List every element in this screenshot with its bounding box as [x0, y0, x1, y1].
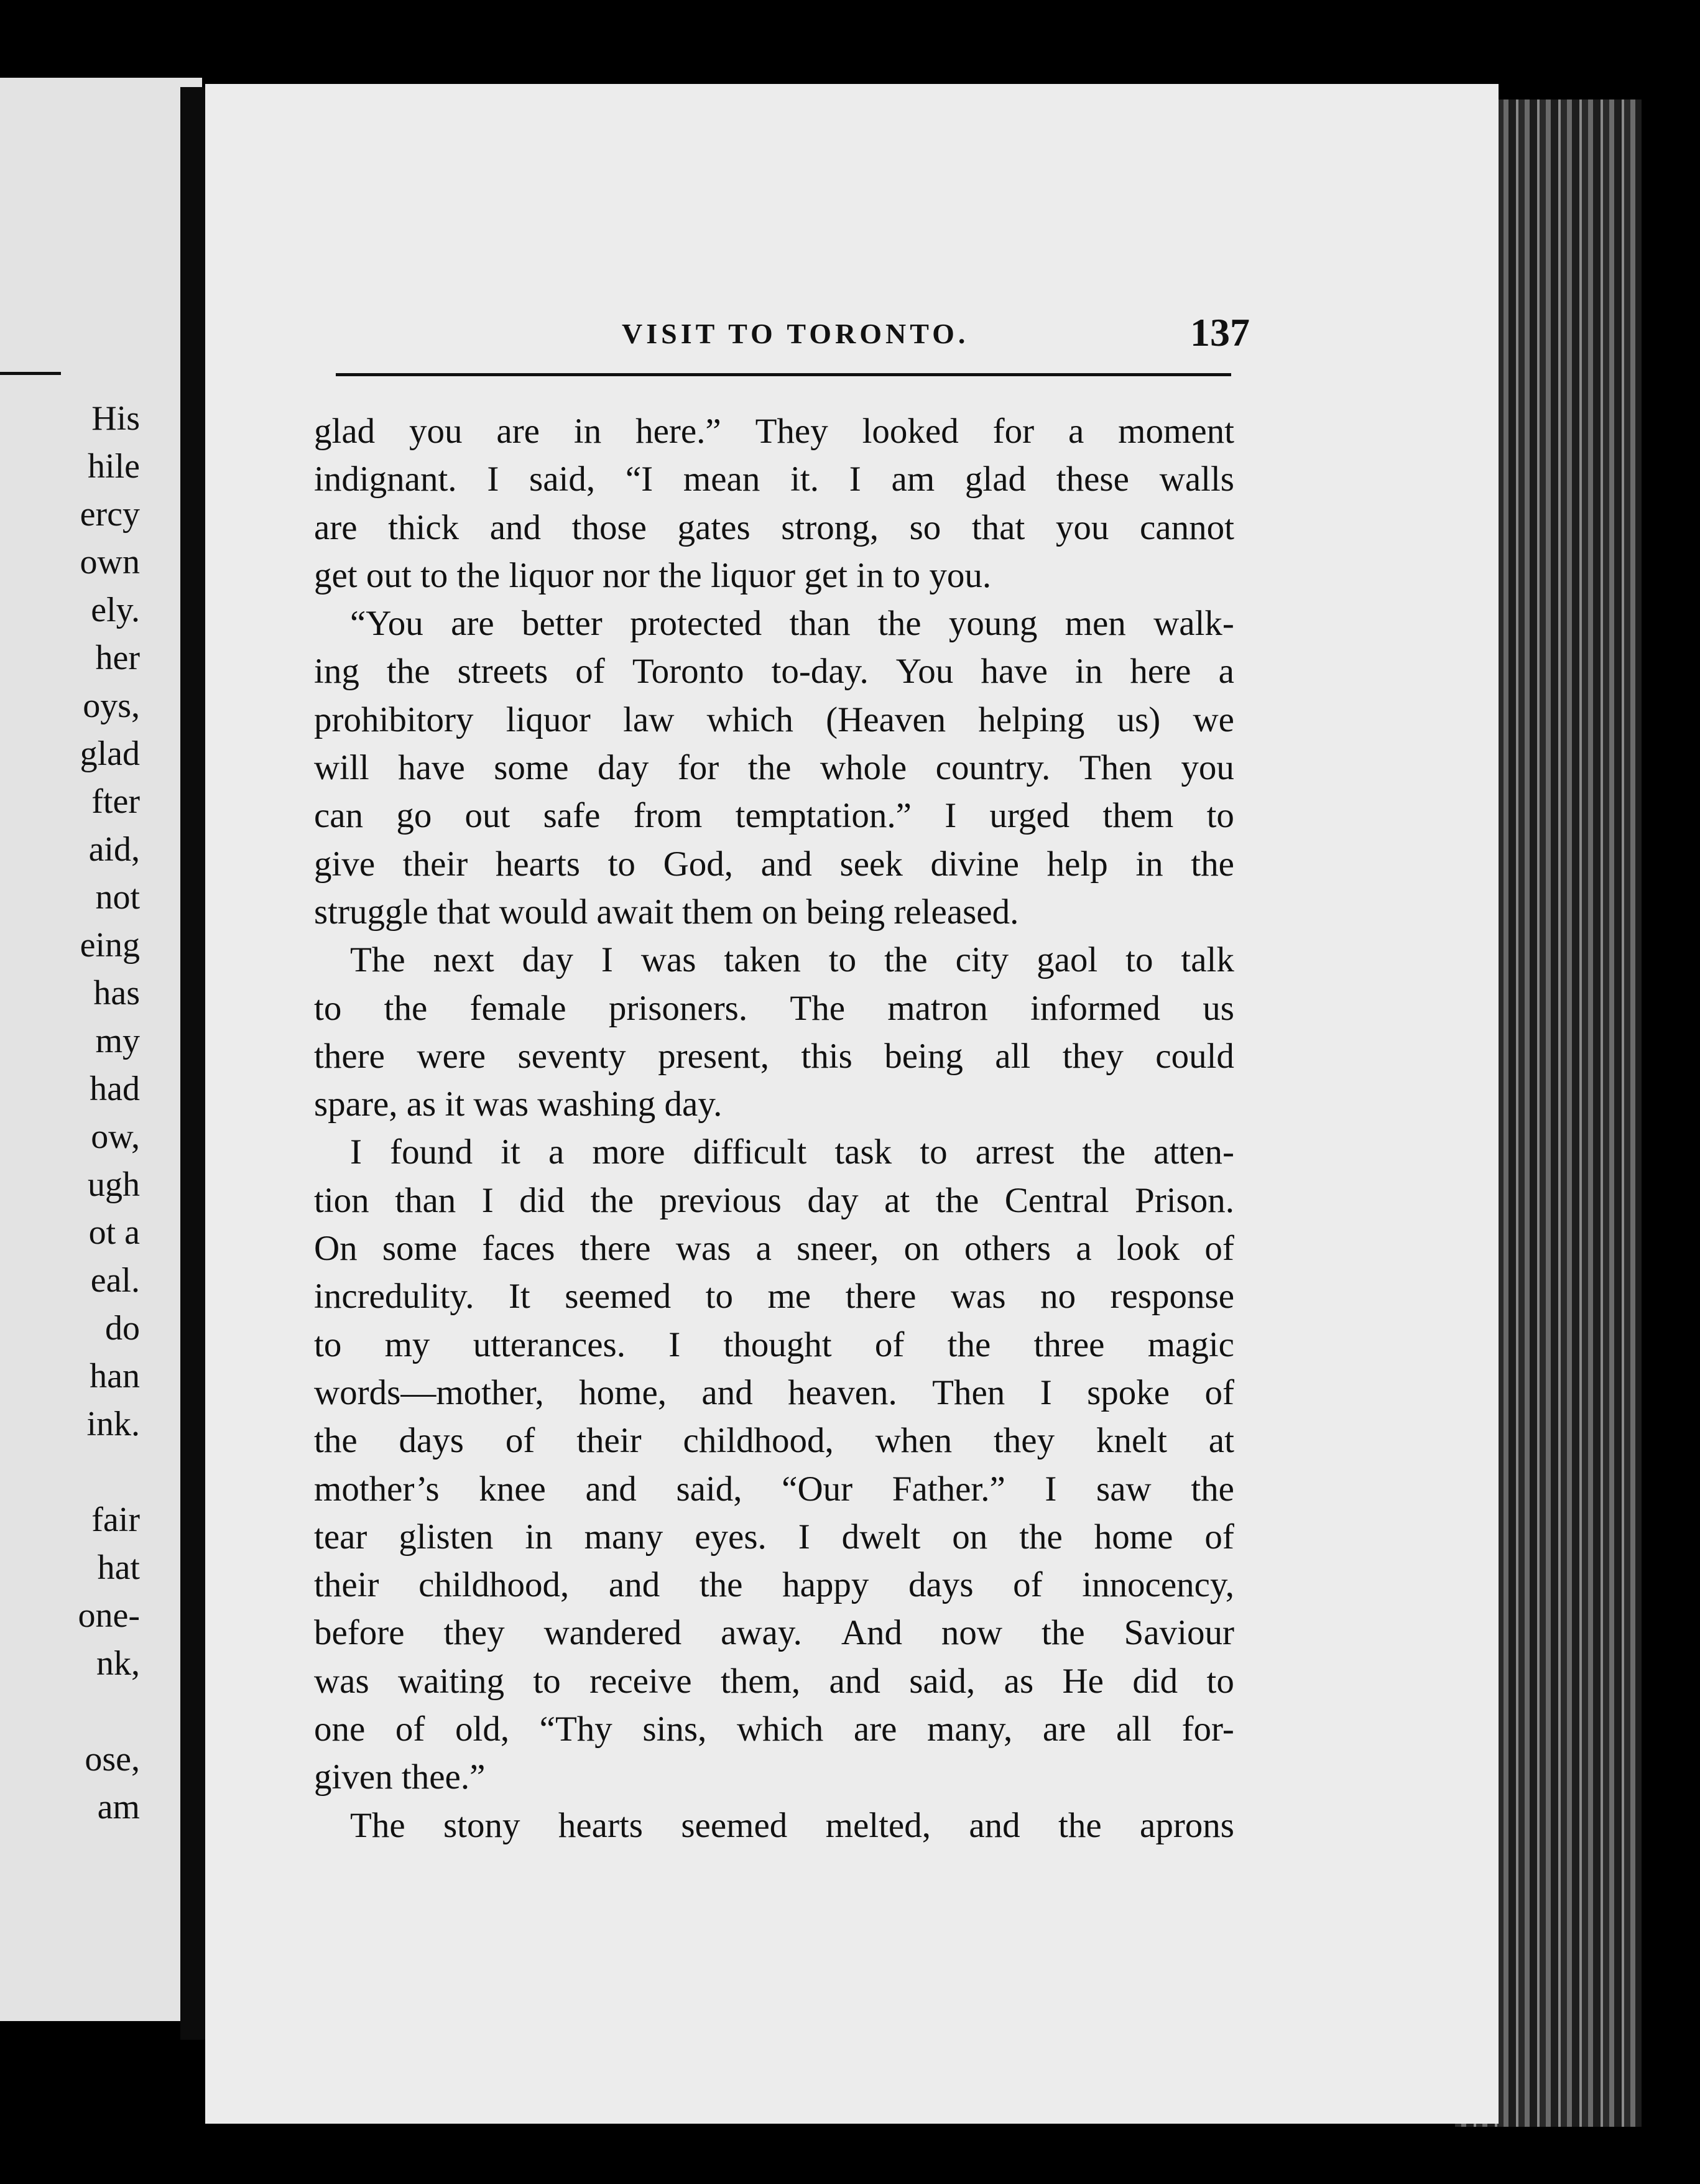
- left-page-line: oys,: [83, 687, 140, 725]
- text-line: one of old, “Thy sins, which are many, are all for-: [314, 1710, 1234, 1749]
- left-page-line: nk,: [96, 1644, 140, 1683]
- text-line: get out to the liquor nor the liquor get in to you.: [314, 555, 992, 595]
- left-page-line: ose,: [85, 1740, 140, 1779]
- left-page-line: aid,: [88, 830, 140, 869]
- left-page-line: one-: [78, 1596, 140, 1635]
- text-line: tion than I did the previous day at the Central Prison.: [314, 1180, 1234, 1220]
- text-line: words—mother, home, and heaven. Then I spoke of: [314, 1372, 1234, 1412]
- text-line: On some faces there was a sneer, on others a look of: [314, 1229, 1234, 1269]
- text-line: was waiting to receive them, and said, as He did to: [314, 1661, 1234, 1701]
- text-line: I found it a more difficult task to arrest the atten-: [350, 1132, 1234, 1172]
- left-page-line: His: [91, 399, 140, 438]
- text-line: before they wandered away. And now the Saviour: [314, 1613, 1234, 1653]
- text-line: prohibitory liquor law which (Heaven helping us) we: [314, 700, 1234, 739]
- left-page-line: ow,: [91, 1117, 140, 1156]
- left-page-line: own: [80, 543, 140, 581]
- running-head: [336, 310, 1250, 367]
- text-line: to my utterances. I thought of the three magic: [314, 1325, 1234, 1364]
- text-line: can go out safe from temptation.” I urged them to: [314, 796, 1234, 836]
- left-page-line: my: [95, 1022, 140, 1060]
- left-page-line: han: [90, 1357, 140, 1395]
- left-page-line: not: [95, 878, 140, 917]
- text-line: The stony hearts seemed melted, and the aprons: [350, 1805, 1234, 1845]
- left-page-line: ercy: [80, 495, 140, 534]
- text-line: indignant. I said, “I mean it. I am glad these walls: [314, 460, 1234, 499]
- left-page-line: am: [97, 1788, 140, 1826]
- text-line: glad you are in here.” They looked for a moment: [314, 412, 1234, 451]
- left-page: [0, 78, 202, 2021]
- text-line: will have some day for the whole country. Then you: [314, 748, 1234, 788]
- text-line: there were seventy present, this being all they could: [314, 1036, 1234, 1076]
- text-line: mother’s knee and said, “Our Father.” I saw the: [314, 1469, 1234, 1509]
- left-page-line: fair: [91, 1501, 140, 1539]
- left-page-line: ugh: [88, 1165, 140, 1204]
- left-page-line: eal.: [90, 1261, 140, 1300]
- left-page-line: her: [95, 639, 140, 677]
- text-line: spare, as it was washing day.: [314, 1085, 723, 1124]
- left-page-line: has: [93, 974, 140, 1012]
- left-page-line: hile: [88, 447, 140, 486]
- left-page-line: ely.: [91, 591, 140, 629]
- text-line: to the female prisoners. The matron informed us: [314, 988, 1234, 1028]
- left-page-line: hat: [97, 1548, 140, 1587]
- text-line: incredulity. It seemed to me there was no response: [314, 1277, 1234, 1316]
- body-text: [314, 407, 1234, 1849]
- header-rule: [336, 373, 1231, 376]
- text-line: given thee.”: [314, 1757, 486, 1797]
- text-line: are thick and those gates strong, so that you cannot: [314, 507, 1234, 547]
- text-line: struggle that would await them on being released.: [314, 892, 1019, 932]
- left-page-line: eing: [80, 926, 140, 965]
- text-line: The next day I was taken to the city gaol to talk: [350, 940, 1234, 980]
- left-page-line: ot a: [88, 1213, 140, 1252]
- left-page-text: [0, 78, 140, 2021]
- page-number: 137: [1190, 310, 1250, 354]
- text-line: the days of their childhood, when they knelt at: [314, 1421, 1234, 1461]
- left-page-line: ink.: [86, 1405, 140, 1443]
- left-page-line: had: [90, 1070, 140, 1108]
- left-page-line: fter: [91, 782, 140, 821]
- left-page-line: do: [105, 1309, 140, 1348]
- left-page-line: glad: [80, 734, 140, 773]
- text-line: give their hearts to God, and seek divine help in the: [314, 844, 1234, 884]
- text-line: their childhood, and the happy days of innocency,: [314, 1565, 1234, 1605]
- running-title: VISIT TO TORONTO.: [622, 318, 969, 349]
- text-line: “You are better protected than the young men walk-: [350, 604, 1234, 644]
- text-line: ing the streets of Toronto to-day. You have in here a: [314, 652, 1234, 692]
- text-line: tear glisten in many eyes. I dwelt on the home of: [314, 1517, 1234, 1557]
